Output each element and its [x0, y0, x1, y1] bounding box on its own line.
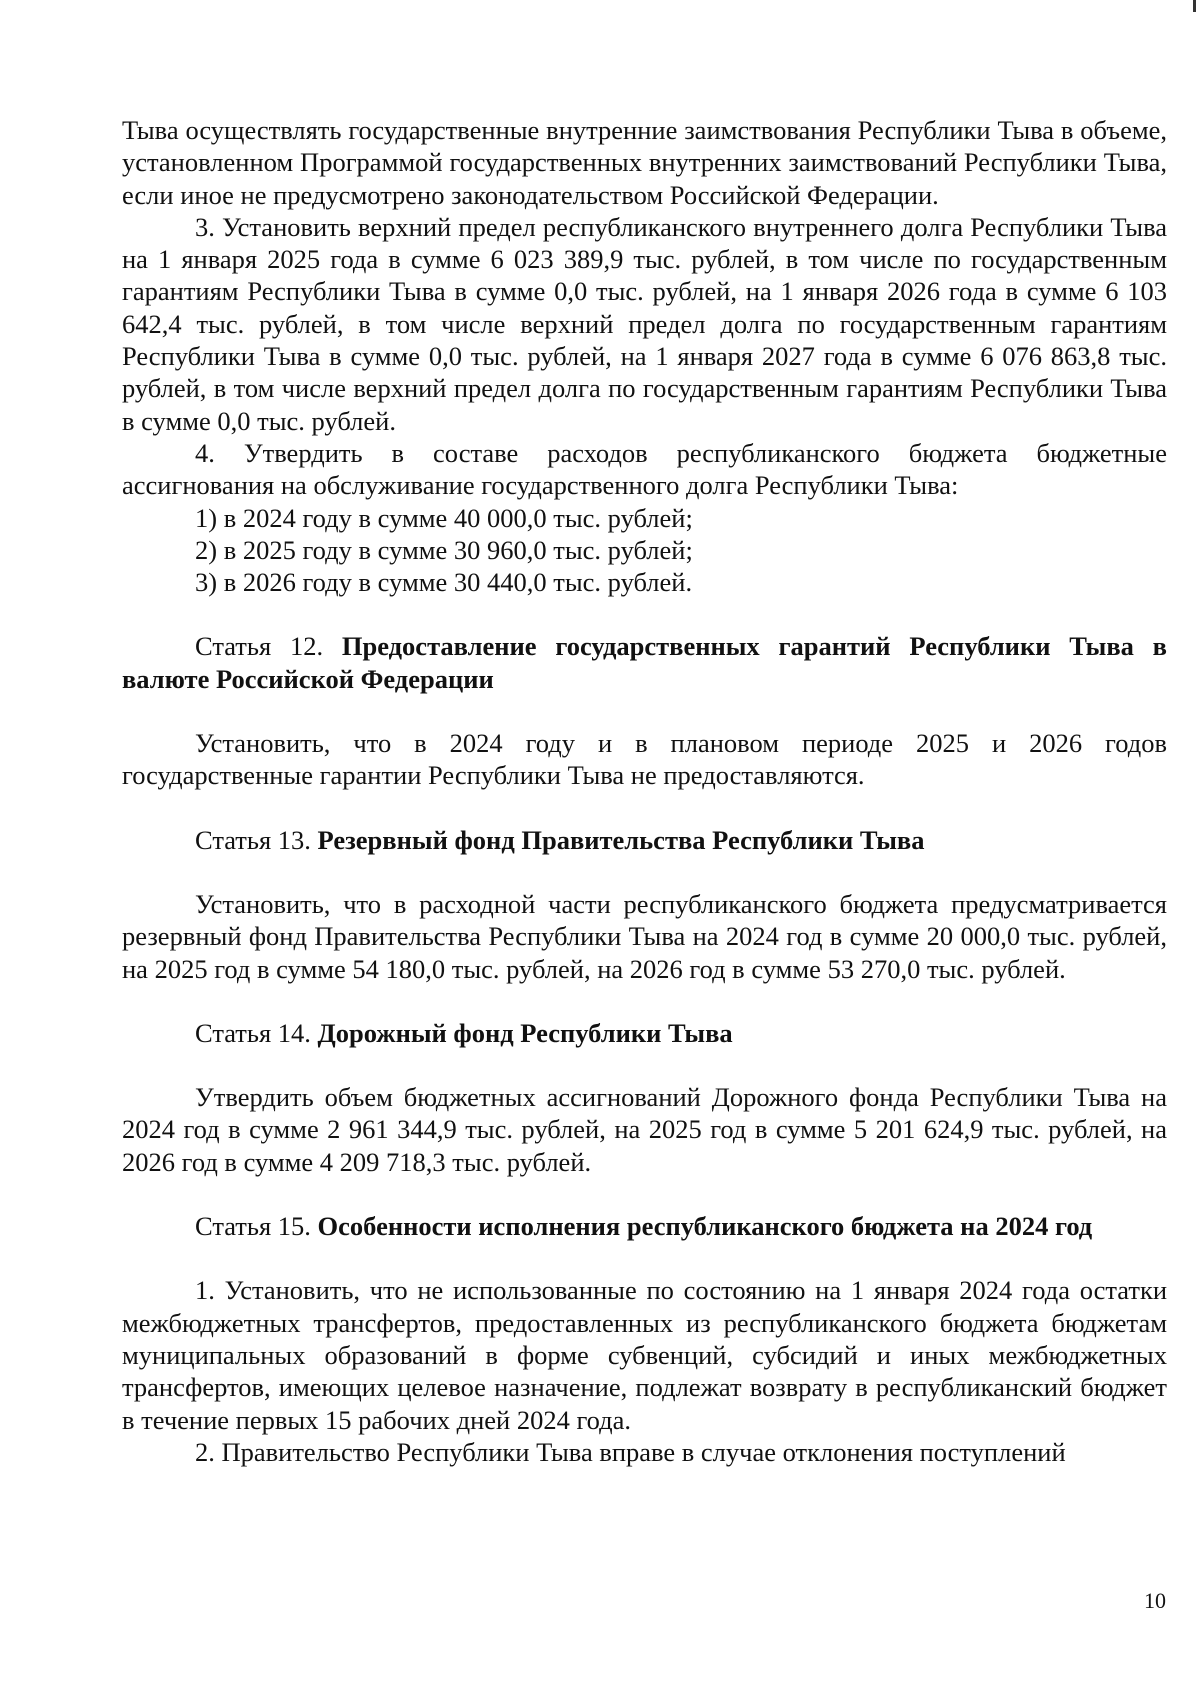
- article-12-prefix: Статья 12.: [195, 631, 324, 662]
- article-14-text: Утвердить объем бюджетных ассигнований Дорожного фонда Республики Тыва на 2024 год в сумме 2 961 344,9 тыс. рублей, на 2025 год в сумме 5 201 624,9 тыс. рублей, на 2026 год в сумме 4 209 718,3 тыс. рублей.: [122, 1082, 1167, 1177]
- article-15-title: Особенности исполнения республиканского бюджета на 2024 год: [317, 1211, 1093, 1242]
- list-item-2026: 3) в 2026 году в сумме 30 440,0 тыс. рублей.: [195, 567, 693, 598]
- article-15-paragraph-2: 2. Правительство Республики Тыва вправе в случае отклонения поступлений: [195, 1436, 1066, 1467]
- list-item-2024: 1) в 2024 году в сумме 40 000,0 тыс. рублей;: [195, 502, 693, 533]
- article-14-heading: [122, 1017, 1167, 1049]
- paragraph-debt-ceiling: 3. Установить верхний предел республиканского внутреннего долга Республики Тыва на 1 января 2025 года в сумме 6 023 389,9 тыс. рублей, в том числе по государственным гарантиям Республики Тыва в сумме 0,0 тыс. рублей, на 1 января 2026 года в сумме 6 103 642,4 тыс. рублей, в том числе верхний предел долга по государственным гарантиям Республики Тыва в сумме 0,0 тыс. рублей, на 1 января 2027 года в сумме 6 076 863,8 тыс. рублей, в том числе верхний предел долга по государственным гарантиям Республики Тыва в сумме 0,0 тыс. рублей.: [122, 211, 1167, 436]
- list-item-2025: 2) в 2025 году в сумме 30 960,0 тыс. рублей;: [195, 534, 693, 565]
- article-14-prefix: Статья 14.: [195, 1017, 311, 1048]
- article-14-title: Дорожный фонд Республики Тыва: [317, 1017, 733, 1048]
- article-15-paragraph-1: 1. Установить, что не использованные по состоянию на 1 января 2024 года остатки межбюджетных трансфертов, предоставленных из республиканского бюджета бюджетам муниципальных образований в форме субвенций, субсидий и иных межбюджетных трансфертов, имеющих целевое назначение, подлежат возврату в республиканский бюджет в течение первых 15 рабочих дней 2024 года.: [122, 1275, 1167, 1435]
- paragraph-debt-service: 4. Утвердить в составе расходов республиканского бюджета бюджетные ассигнования на обслуживание государственного долга Республики Тыва:: [122, 437, 1167, 501]
- article-13-heading: [122, 824, 1167, 856]
- article-15-prefix: Статья 15.: [195, 1211, 311, 1242]
- article-12-title: Предоставление государственных гарантий Республики Тыва в валюте Российской Федерации: [122, 631, 1167, 694]
- article-15-heading: [122, 1210, 1167, 1242]
- article-12-text: Установить, что в 2024 году и в плановом периоде 2025 и 2026 годов государственные гарантии Республики Тыва не предоставляются.: [122, 728, 1167, 791]
- page-number: 10: [1144, 1588, 1166, 1613]
- document-page: [122, 114, 1167, 1468]
- scan-corner-mark: [1193, 0, 1196, 12]
- article-13-prefix: Статья 13.: [195, 824, 311, 855]
- article-13-text: Установить, что в расходной части республиканского бюджета предусматривается резервный фонд Правительства Республики Тыва на 2024 год в сумме 20 000,0 тыс. рублей, на 2025 год в сумме 54 180,0 тыс. рублей, на 2026 год в сумме 53 270,0 тыс. рублей.: [122, 888, 1167, 984]
- article-12-heading: [122, 630, 1167, 695]
- article-13-title: Резервный фонд Правительства Республики Тыва: [317, 824, 925, 855]
- paragraph-borrowing-continuation: Тыва осуществлять государственные внутренние заимствования Республики Тыва в объеме, установленном Программой государственных внутренних заимствований Республики Тыва, если иное не предусмотрено законодательством Российской Федерации.: [122, 115, 1167, 210]
